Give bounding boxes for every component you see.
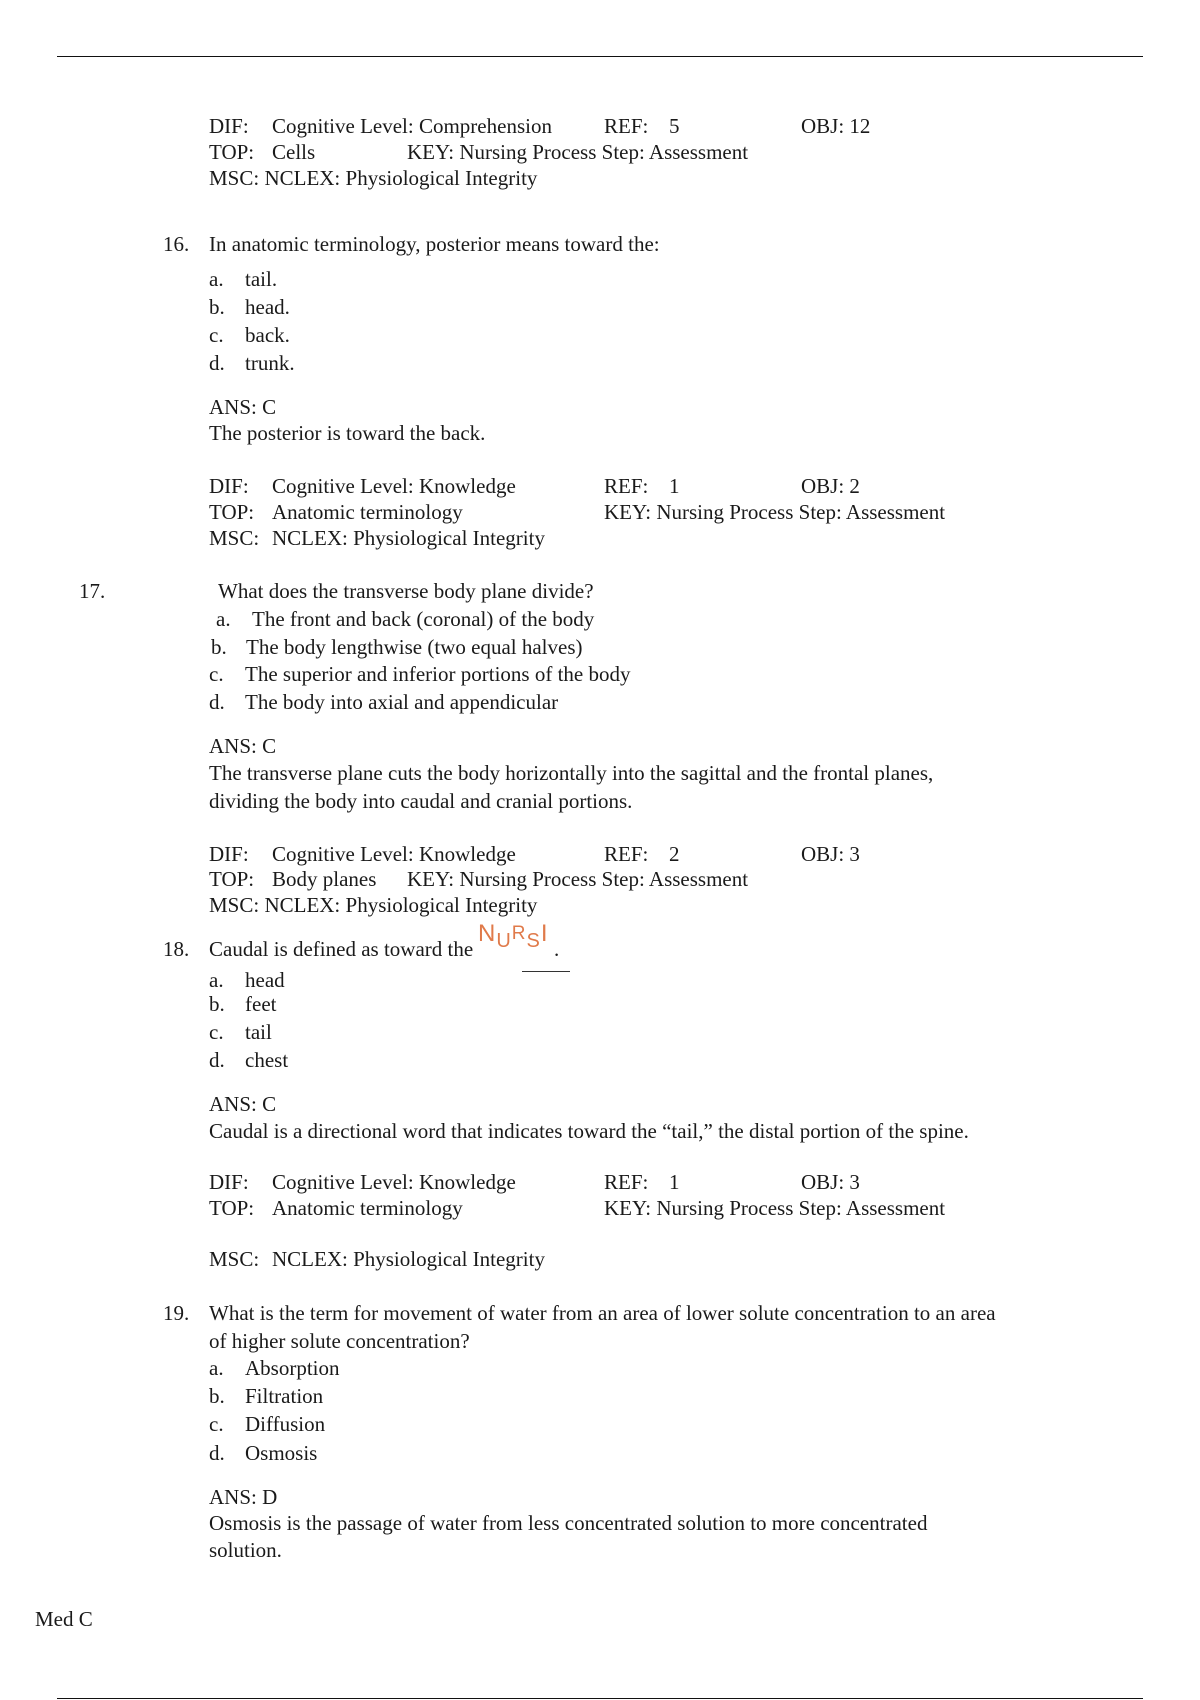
q19-option-text: Osmosis: [245, 1441, 318, 1465]
q17-option-text: The body into axial and appendicular: [245, 690, 559, 714]
q18-msc-value: NCLEX: Physiological Integrity: [272, 1247, 545, 1271]
q17-option-text: The front and back (coronal) of the body: [252, 607, 595, 631]
q18-ref-label: REF:: [604, 1170, 649, 1194]
q18-dif-value: Cognitive Level: Knowledge: [272, 1170, 516, 1194]
q17-dif-value: Cognitive Level: Knowledge: [272, 842, 516, 866]
q15-dif-label: DIF:: [209, 114, 249, 138]
q18-number: 18.: [163, 937, 190, 961]
q17-answer: ANS: C: [209, 734, 277, 758]
q18-option-letter: d.: [209, 1048, 225, 1072]
page-footer: Med C: [35, 1607, 93, 1631]
q16-msc-value: NCLEX: Physiological Integrity: [272, 526, 545, 550]
q15-obj: OBJ: 12: [801, 114, 871, 138]
q18-key: KEY: Nursing Process Step: Assessment: [604, 1196, 946, 1220]
q16-option-text: trunk.: [245, 351, 295, 375]
q17-option-letter: b.: [211, 635, 227, 659]
q15-ref-label: REF:: [604, 114, 649, 138]
watermark-logo: $N_UR_SI$: [478, 920, 549, 952]
q17-question: What does the transverse body plane divide?: [218, 579, 594, 603]
q17-number: 17.: [79, 579, 106, 603]
q15-top-value: Cells: [272, 140, 316, 164]
q17-option-text: The body lengthwise (two equal halves): [246, 635, 583, 659]
q17-ref-value: 2: [669, 842, 680, 866]
q17-ref-label: REF:: [604, 842, 649, 866]
q19-answer: ANS: D: [209, 1485, 278, 1509]
q15-msc: MSC: NCLEX: Physiological Integrity: [209, 166, 538, 190]
q16-option-letter: a.: [209, 267, 224, 291]
q19-option-text: Absorption: [245, 1356, 340, 1380]
bottom-rule: [57, 1698, 1143, 1699]
q19-option-letter: c.: [209, 1412, 224, 1436]
q16-option-text: back.: [245, 323, 290, 347]
q16-option-text: tail.: [245, 267, 278, 291]
q16-dif-value: Cognitive Level: Knowledge: [272, 474, 516, 498]
q18-option-text: chest: [245, 1048, 289, 1072]
q18-answer: ANS: C: [209, 1092, 277, 1116]
q19-number: 19.: [163, 1301, 190, 1325]
q19-question: of higher solute concentration?: [209, 1329, 470, 1353]
q16-number: 16.: [163, 232, 190, 256]
q18-top-label: TOP:: [209, 1196, 255, 1220]
q18-option-text: head: [245, 968, 285, 992]
q17-top-label: TOP:: [209, 867, 255, 891]
q19-option-letter: d.: [209, 1441, 225, 1465]
q17-top-value: Body planes: [272, 867, 377, 891]
q18-option-letter: c.: [209, 1020, 224, 1044]
q15-top-label: TOP:: [209, 140, 255, 164]
q17-key: KEY: Nursing Process Step: Assessment: [407, 867, 749, 891]
q18-option-text: feet: [245, 992, 277, 1016]
q16-ref-value: 1: [669, 474, 680, 498]
q19-question: What is the term for movement of water from an area of lower solute concentration to an area: [209, 1301, 996, 1325]
q18-option-letter: a.: [209, 968, 224, 992]
answer-blank-line: [522, 971, 570, 972]
q16-top-label: TOP:: [209, 500, 255, 524]
q16-option-letter: d.: [209, 351, 225, 375]
q17-option-text: The superior and inferior portions of the body: [245, 662, 631, 686]
q17-rationale: The transverse plane cuts the body horizontally into the sagittal and the frontal planes,: [209, 761, 934, 785]
q18-ref-value: 1: [669, 1170, 680, 1194]
q18-obj: OBJ: 3: [801, 1170, 860, 1194]
q17-rationale: dividing the body into caudal and cranial portions.: [209, 789, 633, 813]
q16-obj: OBJ: 2: [801, 474, 860, 498]
q19-option-text: Filtration: [245, 1384, 324, 1408]
q16-rationale: The posterior is toward the back.: [209, 421, 486, 445]
q17-option-letter: c.: [209, 662, 224, 686]
q16-option-letter: b.: [209, 295, 225, 319]
q18-rationale: Caudal is a directional word that indicates toward the “tail,” the distal portion of the spine.: [209, 1119, 969, 1143]
q17-option-letter: a.: [216, 607, 231, 631]
q16-ref-label: REF:: [604, 474, 649, 498]
q18-msc-label: MSC:: [209, 1247, 260, 1271]
q16-key: KEY: Nursing Process Step: Assessment: [604, 500, 946, 524]
q16-top-value: Anatomic terminology: [272, 500, 463, 524]
q16-answer: ANS: C: [209, 395, 277, 419]
q17-option-letter: d.: [209, 690, 225, 714]
q15-ref-value: 5: [669, 114, 680, 138]
q19-rationale: Osmosis is the passage of water from less concentrated solution to more concentrated: [209, 1511, 928, 1535]
q18-question-end: .: [554, 937, 560, 961]
q18-option-letter: b.: [209, 992, 225, 1016]
top-rule: [57, 56, 1143, 57]
q16-dif-label: DIF:: [209, 474, 249, 498]
q19-option-letter: b.: [209, 1384, 225, 1408]
q16-msc-label: MSC:: [209, 526, 260, 550]
q19-rationale: solution.: [209, 1538, 282, 1562]
q15-key: KEY: Nursing Process Step: Assessment: [407, 140, 749, 164]
q17-dif-label: DIF:: [209, 842, 249, 866]
q17-msc: MSC: NCLEX: Physiological Integrity: [209, 893, 538, 917]
q19-option-text: Diffusion: [245, 1412, 326, 1436]
q15-dif-value: Cognitive Level: Comprehension: [272, 114, 552, 138]
q19-option-letter: a.: [209, 1356, 224, 1380]
q16-question: In anatomic terminology, posterior means toward the:: [209, 232, 660, 256]
q17-obj: OBJ: 3: [801, 842, 860, 866]
q18-question: Caudal is defined as toward the: [209, 937, 474, 961]
q18-dif-label: DIF:: [209, 1170, 249, 1194]
q18-option-text: tail: [245, 1020, 272, 1044]
q16-option-letter: c.: [209, 323, 224, 347]
q18-top-value: Anatomic terminology: [272, 1196, 463, 1220]
q16-option-text: head.: [245, 295, 290, 319]
